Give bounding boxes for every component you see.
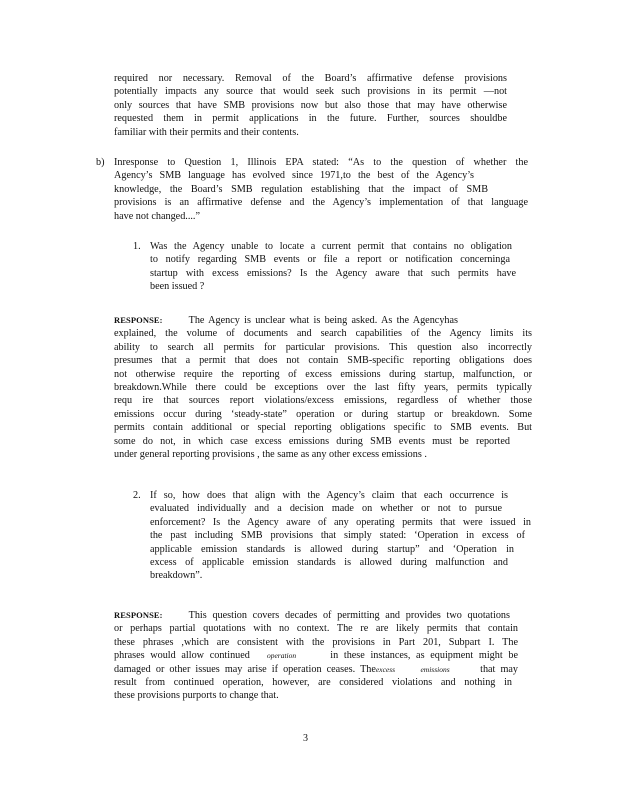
text-line: presumes that a permit that does not contain SMB-specific reporting obligations does [114, 355, 532, 367]
text-line-with-small-italic: damaged or other issues may arise if operation ceases. Theexcess emissions that may [114, 663, 519, 675]
text-line: knowledge, the Board’s SMB regulation establishing that the impact of SMB [114, 183, 488, 195]
text-line: result from continued operation, however, are considered violations and nothing in [114, 677, 512, 689]
text-line: or perhaps partial quotations with no context. The re are likely permits that contain [114, 623, 518, 635]
text-line: provisions is an affirmative defense and the Agency’s implementation of that language [114, 197, 528, 209]
text-line: under general reporting provisions , the same as any other excess emissions . [114, 449, 427, 461]
text-line: breakdown”. [150, 570, 203, 582]
text-line: familiar with their permits and their contents. [114, 126, 299, 138]
item-2-marker: 2. [133, 490, 141, 501]
text-line: breakdown.While there could be exceptions over the last fifty years, permits typically [114, 382, 532, 394]
intro-paragraph [114, 72, 507, 139]
response-label: RESPONSE: [114, 610, 163, 620]
text-line: required nor necessary. Removal of the Board’s affirmative defense provisions [114, 73, 507, 84]
text-line: Was the Agency unable to locate a current permit that contains no obligation [150, 241, 512, 252]
text-line: potentially impacts any source that would seek such provisions in its permit —not [114, 86, 507, 98]
item-2-paragraph [150, 489, 531, 583]
text-line: emissions occur during ‘steady-state” operation or during startup or breakdown. Some [114, 408, 532, 420]
text-line: permits contain additional or special reporting obligations specific to SMB events. But [114, 422, 532, 434]
response-2-paragraph [114, 609, 518, 703]
text-line: The Agency is unclear what is being asked. As the Agencyhas [188, 315, 458, 326]
response-label: RESPONSE: [114, 315, 163, 325]
response-2-first-line [114, 609, 510, 622]
page-number: 3 [303, 733, 308, 744]
small-italic-word: operation [266, 651, 297, 661]
text-line: applicable emission standards is allowed during startup” and ‘Operation in [150, 543, 514, 555]
text-line: requested them in permit applications in the future. Further, sources shouldbe [114, 113, 507, 125]
text-line: startup with excess emissions? Is the Agency aware that such permits have [150, 267, 516, 279]
text-line: the past including SMB provisions that simply stated: ‘Operation in excess of [150, 530, 525, 542]
text-line: enforcement? Is the Agency aware of any operating permits that were issued in [150, 516, 531, 528]
text-line: evaluated individually and a decision made on whether or not to pursue [150, 503, 502, 515]
text-line: excess of applicable emission standards is allowed during malfunction and [150, 557, 508, 569]
text-line: requ ire that sources report violations/excess emissions, regardless of whether those [114, 395, 532, 407]
text-line: Agency’s SMB language has evolved since 1971,to the best of the Agency’s [114, 170, 474, 182]
text-line: have not changed....” [114, 210, 200, 222]
item-1-marker: 1. [133, 241, 141, 252]
small-italic-word: excess [375, 664, 396, 674]
text-line: not otherwise require the reporting of excess emissions during startup, malfunction, or [114, 368, 532, 380]
text-line-with-small-italic: phrases would allow continued operation in these instances, as equipment might be [114, 650, 518, 662]
text-line: This question covers decades of permitting and provides two quotations [188, 610, 510, 621]
item-1-paragraph [150, 240, 516, 294]
item-b-marker: b) [96, 157, 105, 168]
text-line: ability to search all permits for particular provisions. This question also incorrectly [114, 341, 532, 353]
small-italic-word: emissions [420, 664, 450, 674]
response-1-paragraph [114, 314, 532, 461]
text-line: Inresponse to Question 1, Illinois EPA stated: “As to the question of whether the [114, 157, 528, 168]
text-line: these phrases ,which are consistent with the provisions in Part 201, Subpart I. The [114, 636, 518, 648]
text-line: these provisions purports to change that. [114, 690, 279, 702]
text-line: to notify regarding SMB events or file a report or notification concerninga [150, 254, 510, 266]
text-line: some do not, in which case excess emissions during SMB events must be reported [114, 435, 510, 447]
response-1-first-line [114, 314, 458, 327]
text-line: explained, the volume of documents and search capabilities of the Agency limits its [114, 328, 532, 340]
text-line: If so, how does that align with the Agency’s claim that each occurrence is [150, 490, 508, 501]
item-b-paragraph [114, 156, 528, 223]
text-line: only sources that have SMB provisions now but also those that may have otherwise [114, 99, 507, 111]
text-line: been issued ? [150, 281, 205, 293]
